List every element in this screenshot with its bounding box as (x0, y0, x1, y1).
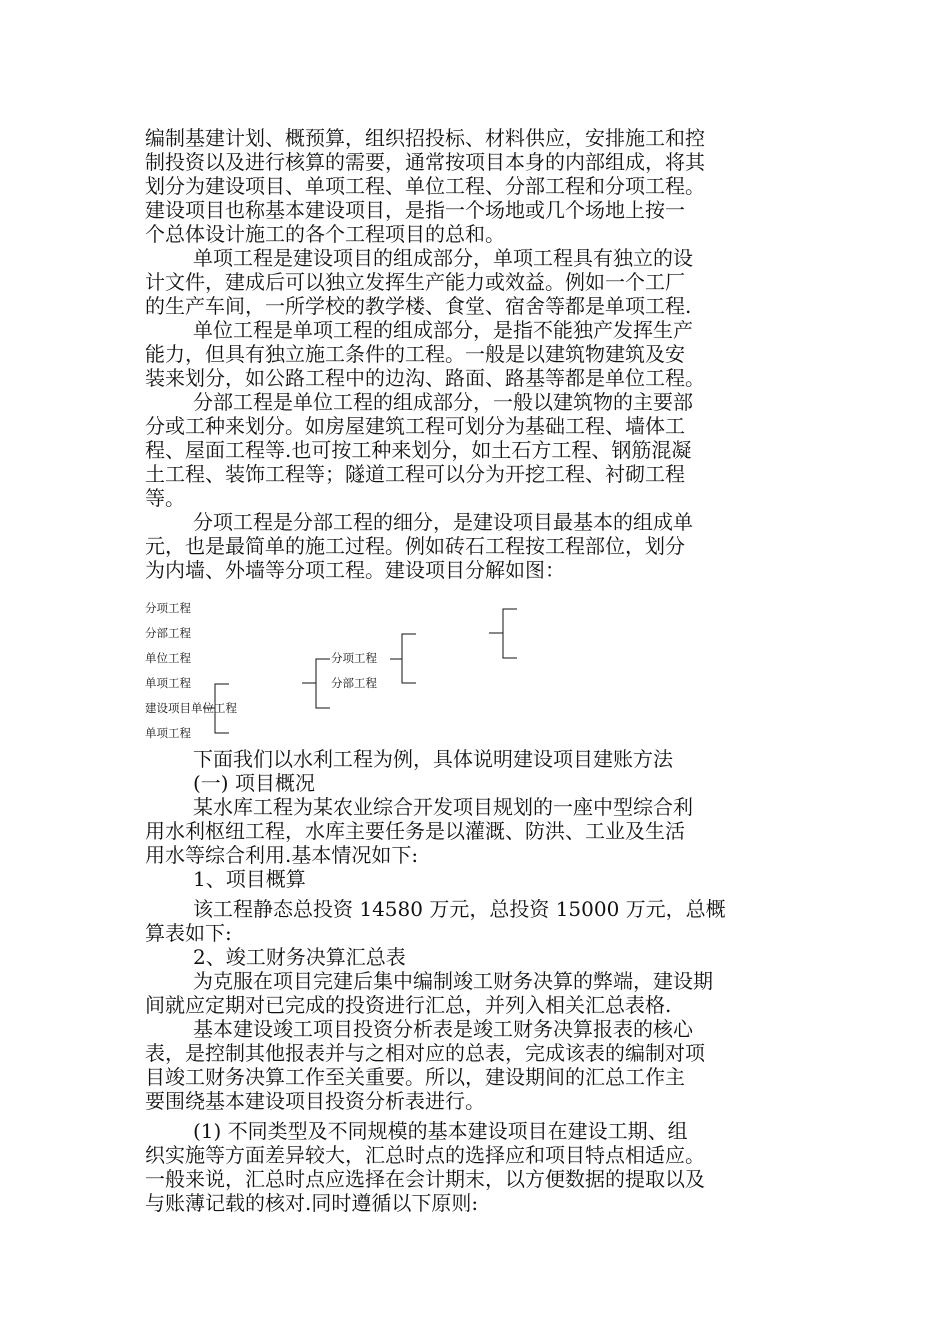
para1-line-1: 编制基建计划、概预算，组织招投标、材料供应，安排施工和控 (145, 126, 705, 150)
diagram-label-danxiang-2: 单项工程 (145, 726, 191, 740)
diagram-label-danxiang: 单项工程 (145, 676, 191, 690)
para11-line-1: (1) 不同类型及不同规模的基本建设项目在建设工期、组 (193, 1119, 688, 1143)
para6-line-1: 下面我们以水利工程为例，具体说明建设项目建账方法 (193, 747, 673, 771)
para10-line-3: 目竣工财务决算工作至关重要。所以，建设期间的汇总工作主 (145, 1065, 685, 1089)
section-heading-final-accounts: 2、竣工财务决算汇总表 (193, 945, 406, 969)
diagram-label-fenxiang: 分项工程 (145, 601, 191, 615)
bracket-4 (503, 609, 517, 658)
para1-line-5: 个总体设计施工的各个工程项目的总和。 (145, 222, 505, 246)
para11-line-3: 一般来说，汇总时点应选择在会计期末，以方便数据的提取以及 (145, 1167, 705, 1191)
para4-line-2: 分或工种来划分。如房屋建筑工程可划分为基础工程、墙体工 (145, 414, 685, 438)
section-heading-project-overview: (一) 项目概况 (193, 771, 315, 795)
para7-line-1: 某水库工程为某农业综合开发项目规划的一座中型综合利 (193, 795, 693, 819)
para4-line-1: 分部工程是单位工程的组成部分，一般以建筑物的主要部 (193, 390, 693, 414)
para4-line-3: 程、屋面工程等.也可按工种来划分，如土石方工程、钢筋混凝 (145, 438, 692, 462)
bracket-1 (215, 684, 229, 733)
para11-line-4: 与账薄记载的核对.同时遵循以下原则: (145, 1191, 479, 1215)
bracket-3 (402, 634, 416, 683)
para3-line-3: 装来划分，如公路工程中的边沟、路面、路基等都是单位工程。 (145, 366, 705, 390)
para8-line-1: 该工程静态总投资 14580 万元，总投资 15000 万元，总概 (193, 897, 726, 921)
para4-line-5: 等。 (145, 486, 185, 510)
section-heading-budget: 1、项目概算 (193, 867, 306, 891)
para9-line-2: 间就应定期对已完成的投资进行汇总，并列入相关汇总表格. (145, 993, 672, 1017)
bracket-2 (316, 659, 330, 708)
para4-line-4: 土工程、装饰工程等；隧道工程可以分为开挖工程、衬砌工程 (145, 462, 685, 486)
para5-line-1: 分项工程是分部工程的细分，是建设项目最基本的组成单 (193, 510, 693, 534)
para2-line-1: 单项工程是建设项目的组成部分，单项工程具有独立的设 (193, 246, 693, 270)
para7-line-2: 用水利枢纽工程，水库主要任务是以灌溉、防洪、工业及生活 (145, 819, 685, 843)
para2-line-3: 的生产车间，一所学校的教学楼、食堂、宿舍等都是单项工程. (145, 294, 692, 318)
para11-line-2: 织实施等方面差异较大，汇总时点的选择应和项目特点相适应。 (145, 1143, 705, 1167)
para10-line-2: 表，是控制其他报表并与之相对应的总表，完成该表的编制对项 (145, 1041, 705, 1065)
diagram-mid-label-fenxiang: 分项工程 (331, 651, 377, 665)
diagram-label-jianshe-xiangmu: 建设项目单位工程 (145, 701, 237, 715)
para2-line-2: 计文件，建成后可以独立发挥生产能力或效益。例如一个工厂 (145, 270, 685, 294)
diagram-label-danwei: 单位工程 (145, 651, 191, 665)
para7-line-3: 用水等综合利用.基本情况如下: (145, 843, 419, 867)
para9-line-1: 为克服在项目完建后集中编制竣工财务决算的弊端，建设期 (193, 969, 713, 993)
diagram-label-fenbu: 分部工程 (145, 626, 191, 640)
para8-line-2: 算表如下: (145, 921, 232, 945)
para5-line-2: 元，也是最简单的施工过程。例如砖石工程按工程部位，划分 (145, 534, 685, 558)
para5-line-3: 为内墙、外墙等分项工程。建设项目分解如图： (145, 558, 565, 582)
para3-line-1: 单位工程是单项工程的组成部分，是指不能独产发挥生产 (193, 318, 693, 342)
para1-line-2: 制投资以及进行核算的需要，通常按项目本身的内部组成，将其 (145, 150, 705, 174)
para3-line-2: 能力，但具有独立施工条件的工程。一般是以建筑物建筑及安 (145, 342, 685, 366)
para10-line-4: 要围绕基本建设项目投资分析表进行。 (145, 1089, 485, 1113)
diagram-mid-label-fenbu: 分部工程 (331, 676, 377, 690)
para10-line-1: 基本建设竣工项目投资分析表是竣工财务决算报表的核心 (193, 1017, 693, 1041)
para1-line-4: 建设项目也称基本建设项目，是指一个场地或几个场地上按一 (145, 198, 685, 222)
para1-line-3: 划分为建设项目、单项工程、单位工程、分部工程和分项工程。 (145, 174, 705, 198)
